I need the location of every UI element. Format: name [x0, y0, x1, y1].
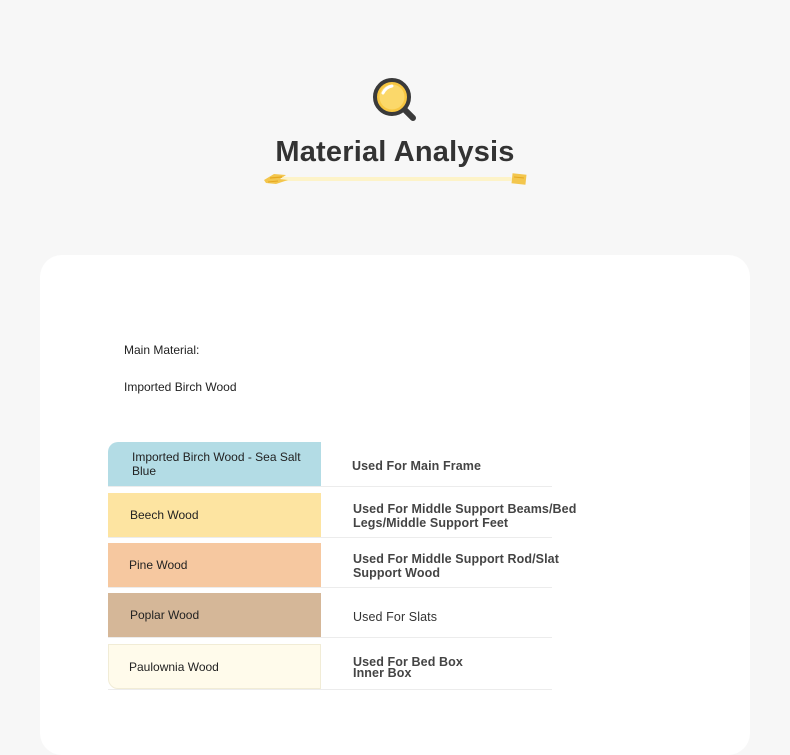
- material-swatch: [108, 593, 321, 637]
- material-usage: Used For Main Frame: [352, 459, 482, 473]
- material-name: Beech Wood: [130, 508, 199, 522]
- material-swatch: [108, 644, 321, 689]
- main-material-value: Imported Birch Wood: [124, 380, 237, 394]
- page-title: Material Analysis: [275, 136, 515, 168]
- material-row: [108, 644, 552, 690]
- material-swatch: [108, 442, 321, 486]
- material-row: [108, 593, 552, 638]
- material-usage: Used For Middle Support Rod/Slat Support Wood: [353, 552, 559, 580]
- material-row: [108, 442, 552, 487]
- material-name: Poplar Wood: [130, 608, 200, 622]
- material-row: [108, 543, 559, 588]
- material-name: Imported Birch Wood - Sea Salt Blue: [132, 450, 301, 478]
- page-header: [0, 0, 790, 200]
- main-material-label: Main Material:: [124, 343, 200, 357]
- material-swatch: [108, 493, 321, 537]
- material-name: Paulownia Wood: [129, 659, 219, 674]
- material-row: [108, 493, 577, 538]
- material-usage: Used For Slats: [353, 610, 438, 624]
- material-swatch: [108, 543, 321, 587]
- material-name: Pine Wood: [129, 558, 188, 572]
- material-usage: Used For Bed Box Inner Box: [353, 655, 463, 680]
- title-underline-brush: [260, 168, 530, 190]
- material-usage: Used For Middle Support Beams/Bed Legs/Middle Support Feet: [353, 502, 577, 530]
- magnifier-icon: [371, 76, 417, 122]
